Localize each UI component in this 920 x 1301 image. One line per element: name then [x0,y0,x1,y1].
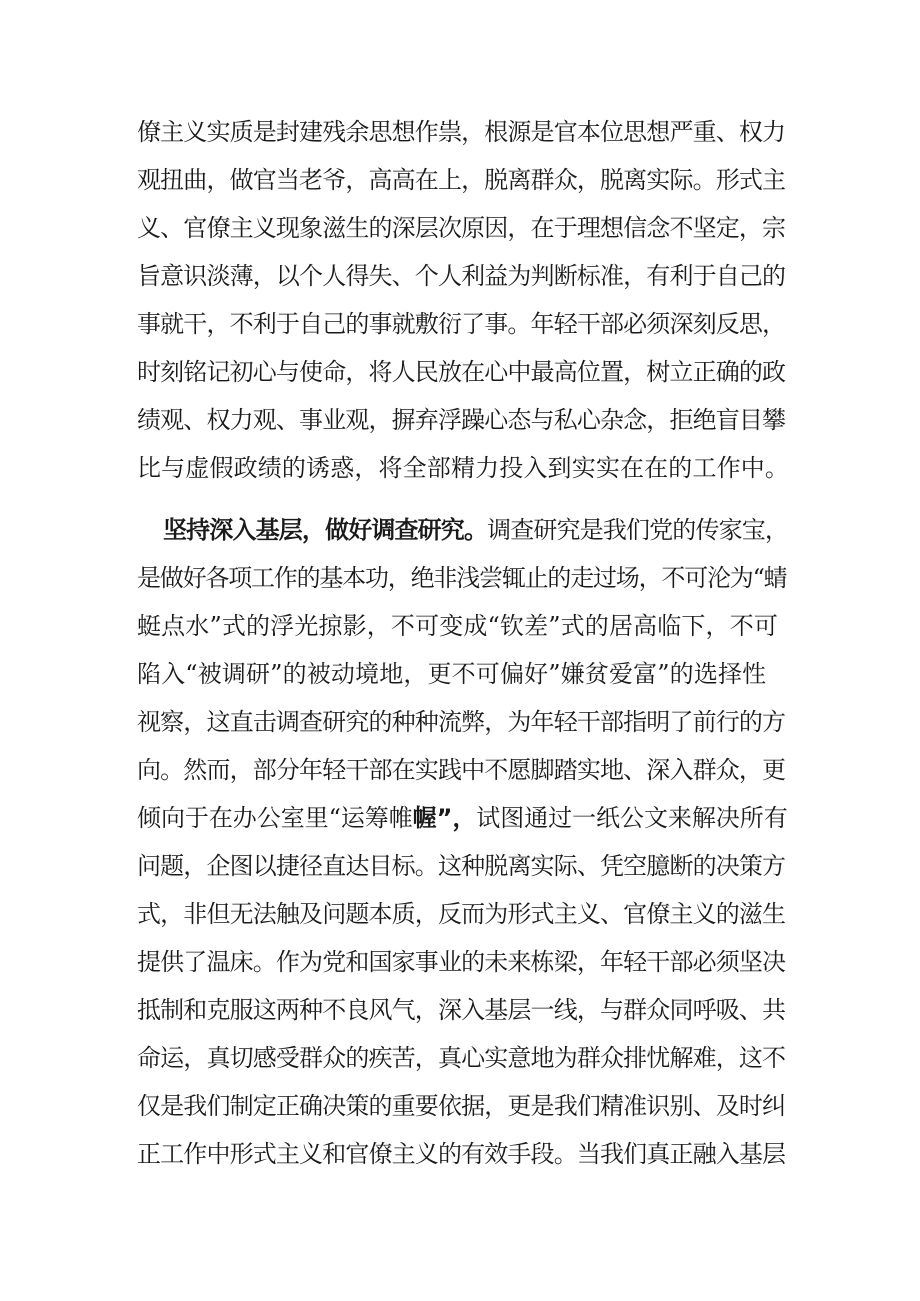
paragraph-line: 观扭曲，做官当老爷，高高在上，脱离群众，脱离实际。形式主 [137,166,786,194]
paragraph-line: 陷入“被调研”的被动境地，更不可偏好”嫌贫爱富”的选择性 [137,660,767,688]
paragraph-heading: 坚持深入基层，做好调查研究。 [163,516,488,544]
paragraph-line: 正工作中形式主义和官僚主义的有效手段。当我们真正融入基层 [137,1140,786,1168]
paragraph-line: 蜓点水”式的浮光掠影，不可变成“钦差”式的居高临下，不可 [137,612,779,640]
paragraph-line-text: 试图通过一纸公文来解决所有 [476,804,788,832]
paragraph-line: 是做好各项工作的基本功，绝非浅尝辄止的走过场，不可沦为“蜻 [137,564,787,592]
paragraph-line: 抵制和克服这两种不良风气，深入基层一线，与群众同呼吸、共 [137,996,786,1024]
paragraph-line-text: 调查研究是我们党的传家宝， [487,516,789,544]
paragraph-line: 僚主义实质是封建残余思想作祟，根源是官本位思想严重、权力 [137,118,786,146]
paragraph-first-line [163,510,788,550]
bold-text: 幄”， [412,804,477,832]
paragraph-line-text: 倾向于在办公室里“运筹帷 [137,804,413,832]
paragraph-line: 命运，真切感受群众的疾苦，真心实意地为群众排忧解难，这不 [137,1044,786,1072]
paragraph-line: 比与虚假政绩的诱惑，将全部精力投入到实实在在的工作中。 [137,454,790,482]
paragraph-line: 事就干，不利于自己的事就敷衍了事。年轻干部必须深刻反思， [137,310,786,338]
paragraph-line: 旨意识淡薄，以个人得失、个人利益为判断标准，有利于自己的 [137,262,786,290]
paragraph-line: 视察，这直击调查研究的种种流弊，为年轻干部指明了前行的方 [137,708,786,736]
paragraph-line: 仅是我们制定正确决策的重要依据，更是我们精准识别、及时纠 [137,1092,786,1120]
paragraph-line: 式，非但无法触及问题本质，反而为形式主义、官僚主义的滋生 [137,900,786,928]
paragraph-line: 义、官僚主义现象滋生的深层次原因，在于理想信念不坚定，宗 [137,214,786,242]
paragraph-line: 时刻铭记初心与使命，将人民放在心中最高位置，树立正确的政 [137,358,786,386]
paragraph-line: 提供了温床。作为党和国家事业的未来栋梁，年轻干部必须坚决 [137,948,786,976]
paragraph-line [137,798,788,838]
paragraph-line: 向。然而，部分年轻干部在实践中不愿脚踏实地、深入群众，更 [137,756,786,784]
paragraph-line: 问题，企图以捷径直达目标。这种脱离实际、凭空臆断的决策方 [137,852,786,880]
paragraph-line: 绩观、权力观、事业观，摒弃浮躁心态与私心杂念，拒绝盲目攀 [137,406,786,434]
